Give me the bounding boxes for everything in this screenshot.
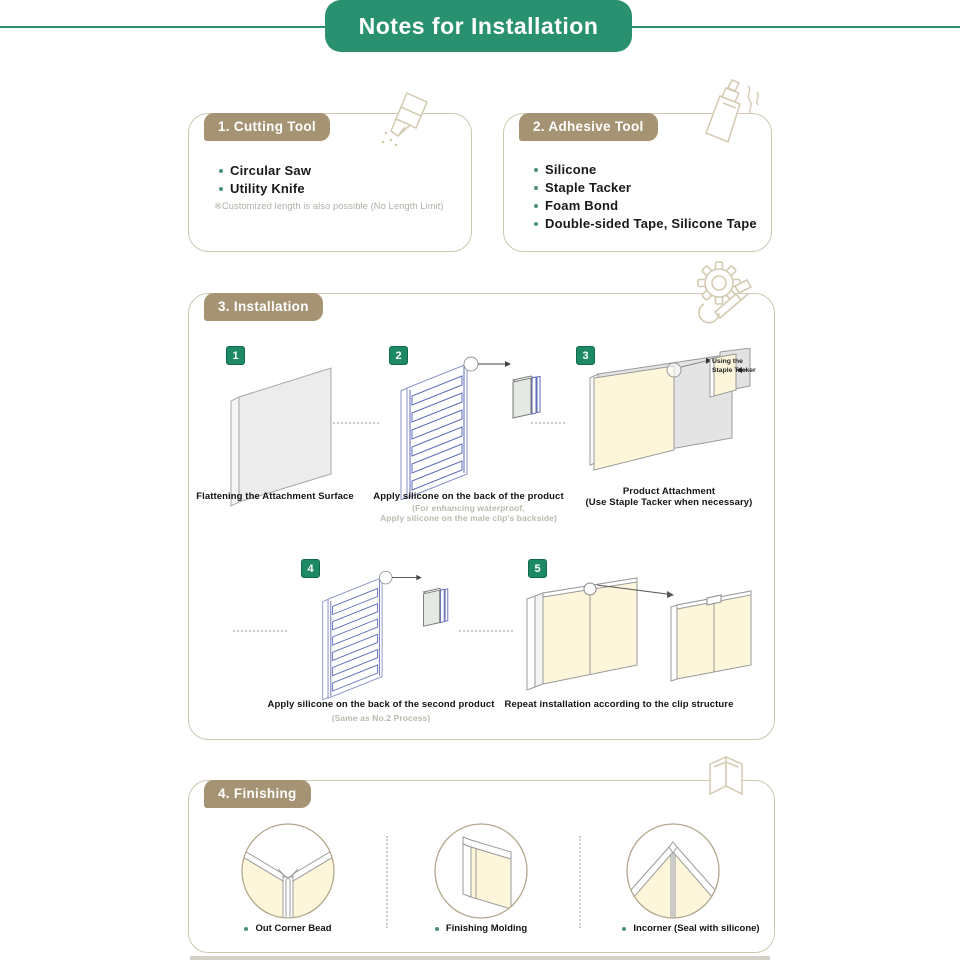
cutting-tool-list <box>219 162 471 198</box>
list-item <box>534 215 771 233</box>
cutting-note: ※Customized length is also possible (No Length Limit) <box>214 201 444 211</box>
list-item-label: Foam Bond <box>545 198 619 213</box>
installation-title: 3. Installation <box>204 293 323 321</box>
list-item-label: Silicone <box>545 162 597 177</box>
bullet-dot <box>534 204 538 208</box>
install-step-1: 1 Flattening the Attachment Surface <box>189 342 361 522</box>
dotted-divider <box>459 630 513 632</box>
list-item <box>219 180 471 198</box>
bullet-dot <box>435 927 439 931</box>
install-step-2: 2 Apply silicone on the back of the product (For enhancing waterproof, Apply silicone on the male clip's backside) <box>371 342 566 527</box>
adhesive-tool-title: 2. Adhesive Tool <box>519 113 658 141</box>
utility-knife-icon <box>374 90 436 152</box>
bullet-dot <box>534 222 538 226</box>
silicone-tube-icon <box>696 78 766 148</box>
install-step-4: 4 Apply silicone on the back of the second product (Same as No.2 Process) <box>251 559 511 739</box>
corner-trim-icon <box>700 754 752 804</box>
step-number-badge: 5 <box>528 559 547 578</box>
incorner-diagram <box>623 821 723 921</box>
step-number-badge: 3 <box>576 346 595 365</box>
bullet-dot <box>622 927 626 931</box>
list-item <box>219 162 471 180</box>
dotted-divider <box>233 630 287 632</box>
installation-panel <box>188 293 775 740</box>
gear-wrench-icon <box>688 258 762 328</box>
list-item-label: Staple Tacker <box>545 180 632 195</box>
apply-silicone-second-diagram <box>303 565 463 700</box>
bullet-dot <box>534 186 538 190</box>
install-step-5: 5 Repeat installation according to the clip structure <box>489 559 749 739</box>
list-item <box>534 161 771 179</box>
repeat-installation-diagram <box>519 565 759 700</box>
apply-silicone-diagram <box>393 350 543 500</box>
finishing-item-label: Out Corner Bead <box>208 923 368 934</box>
dotted-divider <box>333 422 379 424</box>
dotted-divider <box>579 836 581 928</box>
footer-strip <box>190 956 770 960</box>
step-number-badge: 2 <box>389 346 408 365</box>
bullet-dot <box>534 168 538 172</box>
staple-tacker-annotation: Using the Staple Tacker <box>712 358 756 374</box>
finishing-title: 4. Finishing <box>204 780 311 808</box>
dotted-divider <box>531 422 565 424</box>
finishing-panel <box>188 780 775 953</box>
page-title: Notes for Installation <box>325 0 632 52</box>
dotted-divider <box>386 836 388 928</box>
finishing-molding-diagram <box>431 821 531 921</box>
bullet-dot <box>219 187 223 191</box>
finishing-item-label: Incorner (Seal with silicone) <box>591 923 791 934</box>
install-step-3: 3 Using the Staple Tacker Product Attachment (Use Staple Tacker when necessary) <box>564 342 774 527</box>
list-item-label: Circular Saw <box>230 163 312 178</box>
list-item-label: Double-sided Tape, Silicone Tape <box>545 216 757 231</box>
bullet-dot <box>219 169 223 173</box>
cutting-tool-title: 1. Cutting Tool <box>204 113 330 141</box>
list-item <box>534 179 771 197</box>
bullet-dot <box>244 927 248 931</box>
step-number-badge: 1 <box>226 346 245 365</box>
flattening-surface-diagram <box>223 356 343 508</box>
step-number-badge: 4 <box>301 559 320 578</box>
out-corner-bead-diagram <box>238 821 338 921</box>
finishing-item-label: Finishing Molding <box>401 923 561 934</box>
list-item <box>534 197 771 215</box>
list-item-label: Utility Knife <box>230 181 305 196</box>
